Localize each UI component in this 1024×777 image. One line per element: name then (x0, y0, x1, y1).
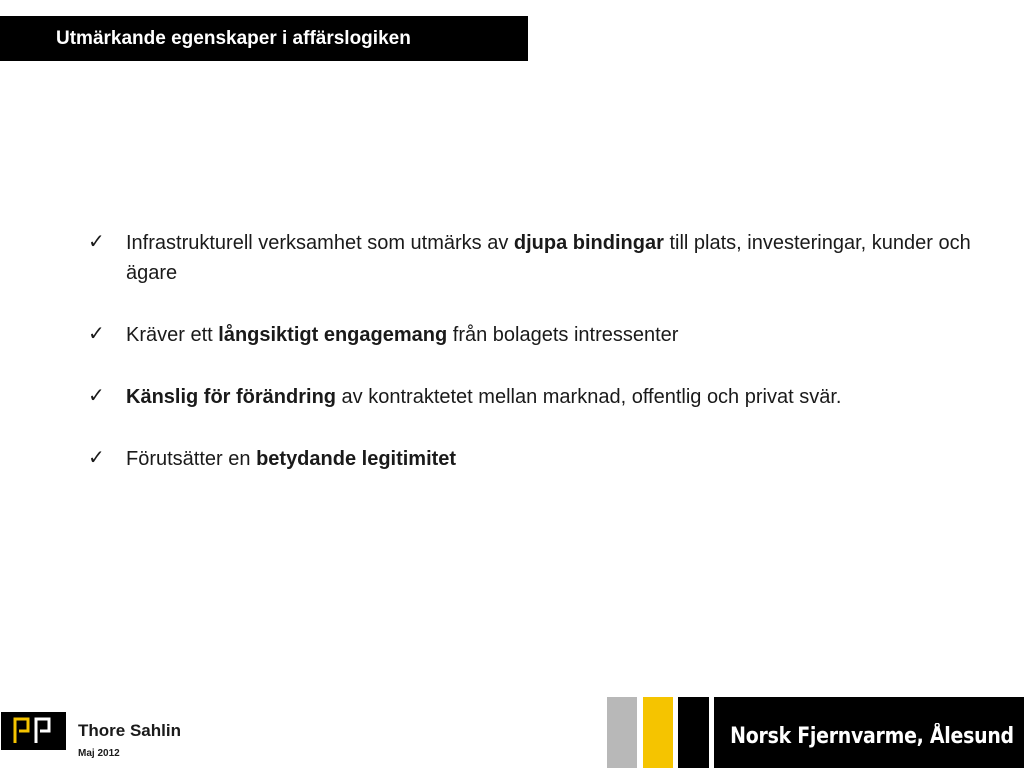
author-name: Thore Sahlin (78, 721, 181, 740)
bullet-text-bold: långsiktigt engagemang (218, 324, 448, 346)
slide-title: Utmärkande egenskaper i affärslogiken (56, 28, 411, 49)
decorative-stripe-gray (607, 697, 637, 768)
checkmark-icon: ✓ (88, 385, 105, 407)
bullet-item (88, 320, 988, 350)
bullet-text-pre: Kräver ett (126, 324, 219, 346)
bullet-text-post: från bolagets intressenter (447, 324, 679, 346)
bullet-text-bold: Känslig för förändring (126, 386, 336, 408)
checkmark-icon: ✓ (88, 447, 105, 469)
company-name: Norsk Fjernvarme, Ålesund (730, 724, 1014, 749)
bullet-item (88, 228, 988, 288)
bullet-text-post: till plats, investeringar, kunder och ägare (126, 232, 971, 284)
bullet-text-bold: djupa bindingar (513, 232, 664, 254)
bullet-text-pre: Förutsätter en (126, 448, 257, 470)
pp-logo-icon (1, 712, 66, 750)
bullet-item (88, 444, 988, 474)
decorative-stripe-black (678, 697, 709, 768)
bullet-text-post: av kontraktetet mellan marknad, offentlig och privat svär. (336, 386, 842, 408)
decorative-stripe-yellow (643, 697, 673, 768)
bullet-item (88, 382, 988, 412)
title-bar (0, 16, 528, 61)
bullet-text-pre: Infrastrukturell verksamhet som utmärks av (126, 232, 514, 254)
bullet-list (88, 228, 988, 506)
bullet-text-bold: betydande legitimitet (256, 448, 457, 470)
checkmark-icon: ✓ (88, 323, 105, 345)
checkmark-icon: ✓ (88, 231, 105, 253)
pp-logo-graphic (1, 712, 66, 750)
presentation-date: Maj 2012 (78, 748, 120, 759)
company-bar (714, 697, 1024, 768)
